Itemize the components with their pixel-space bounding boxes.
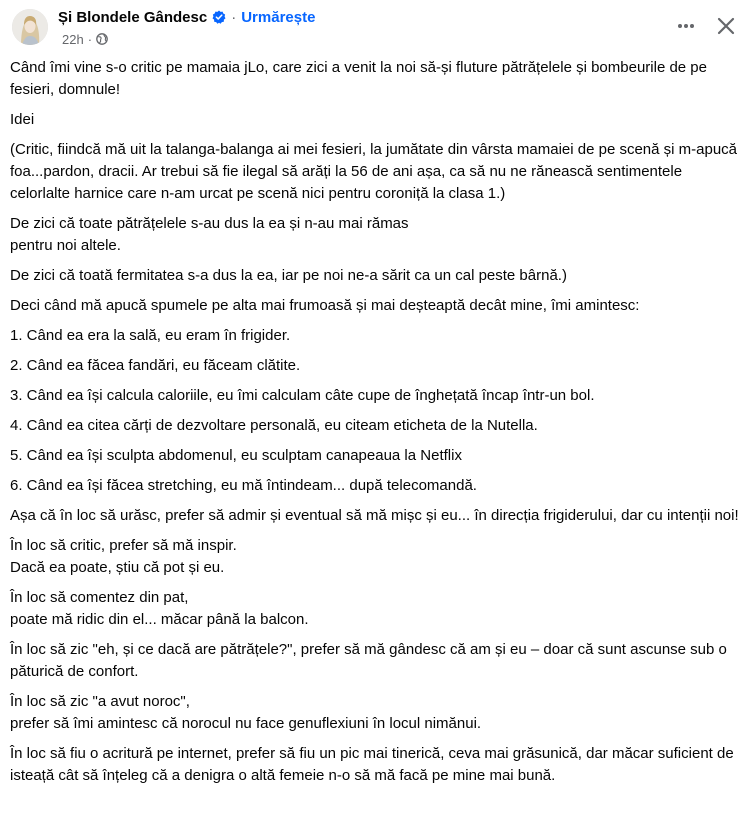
more-options-icon <box>676 16 696 36</box>
post-paragraph: De zici că toată fermitatea s-a dus la ea, iar pe noi ne-a sărit ca un cal peste bârnă.) <box>10 267 567 284</box>
post-timestamp[interactable]: 22h <box>62 31 84 47</box>
post-meta <box>62 31 108 47</box>
post-paragraph: De zici că toate pătrățelele s-au dus la ea și n-au mai rămas pentru noi altele. <box>10 215 409 254</box>
close-button[interactable] <box>710 10 742 42</box>
list-item: 6. Când ea își făcea stretching, eu mă întindeam... după telecomandă. <box>10 477 477 494</box>
verified-badge-icon <box>212 10 226 24</box>
list-item: 3. Când ea își calcula caloriile, eu îmi calculam câte cupe de înghețată încap într-un bol. <box>10 387 595 404</box>
more-options-button[interactable] <box>670 10 702 42</box>
list-item: 4. Când ea citea cărți de dezvoltare personală, eu citeam eticheta de la Nutella. <box>10 417 538 434</box>
follow-button[interactable]: Urmărește <box>241 8 316 26</box>
post-paragraph: În loc să critic, prefer să mă inspir. Dacă ea poate, știu că pot și eu. <box>10 537 237 576</box>
post-paragraph: Idei <box>10 111 35 128</box>
post-paragraph: În loc să zic "a avut noroc", prefer să îmi amintesc că norocul nu face genuflexiuni în locul nimănui. <box>10 693 482 732</box>
meta-separator: · <box>87 31 93 47</box>
author-name[interactable]: Și Blondele Gândesc <box>58 8 208 26</box>
post-body <box>10 57 746 795</box>
post-paragraph: În loc să fiu o acritură pe internet, prefer să fiu un pic mai tinerică, ceva mai grăsunică, dar măcar suficient de isteață cât să înțeleg că a denigra o altă femeie n-o să mă facă pe mine mai bună. <box>10 745 734 784</box>
globe-icon[interactable] <box>96 33 108 45</box>
post-paragraph: Așa că în loc să urăsc, prefer să admir și eventual să mă mișc și eu... în direcția frigiderului, dar cu intenții noi! <box>10 507 739 524</box>
list-item: 5. Când ea își sculpta abdomenul, eu sculptam canapeaua la Netflix <box>10 447 462 464</box>
list-item: 2. Când ea făcea fandări, eu făceam clătite. <box>10 357 301 374</box>
author-line <box>58 7 315 27</box>
avatar-illustration-icon <box>12 9 48 45</box>
title-separator: · <box>231 8 237 26</box>
post-paragraph: (Critic, fiindcă mă uit la talanga-balanga ai mei fesieri, la jumătate din vârsta mamaiei de pe scenă și m-apucă foa...pardon, dracii. Ar trebui să fie ilegal să arăți la 56 de ani așa, ca să nu ne rănească sentimentele celorlalte harnice care n-am urcat pe scenă nici pentru coroniță la clasa 1.) <box>10 141 738 202</box>
post-header <box>0 0 753 56</box>
post-paragraph: În loc să comentez din pat, poate mă ridic din el... măcar până la balcon. <box>10 589 309 628</box>
avatar[interactable] <box>12 9 48 45</box>
post-paragraph: Deci când mă apucă spumele pe alta mai frumoasă și mai deșteaptă decât mine, îmi amintesc: <box>10 297 640 314</box>
post-paragraph: În loc să zic "eh, și ce dacă are pătrățele?", prefer să mă gândesc că am și eu – doar că sunt ascunse sub o păturică de confort. <box>10 641 727 680</box>
close-icon <box>716 16 736 36</box>
post-paragraph: Când îmi vine s-o critic pe mamaia jLo, care zici a venit la noi să-și fluture pătrățelele și bombeurile de pe fesieri, domnule! <box>10 59 707 98</box>
list-item: 1. Când ea era la sală, eu eram în frigider. <box>10 327 291 344</box>
